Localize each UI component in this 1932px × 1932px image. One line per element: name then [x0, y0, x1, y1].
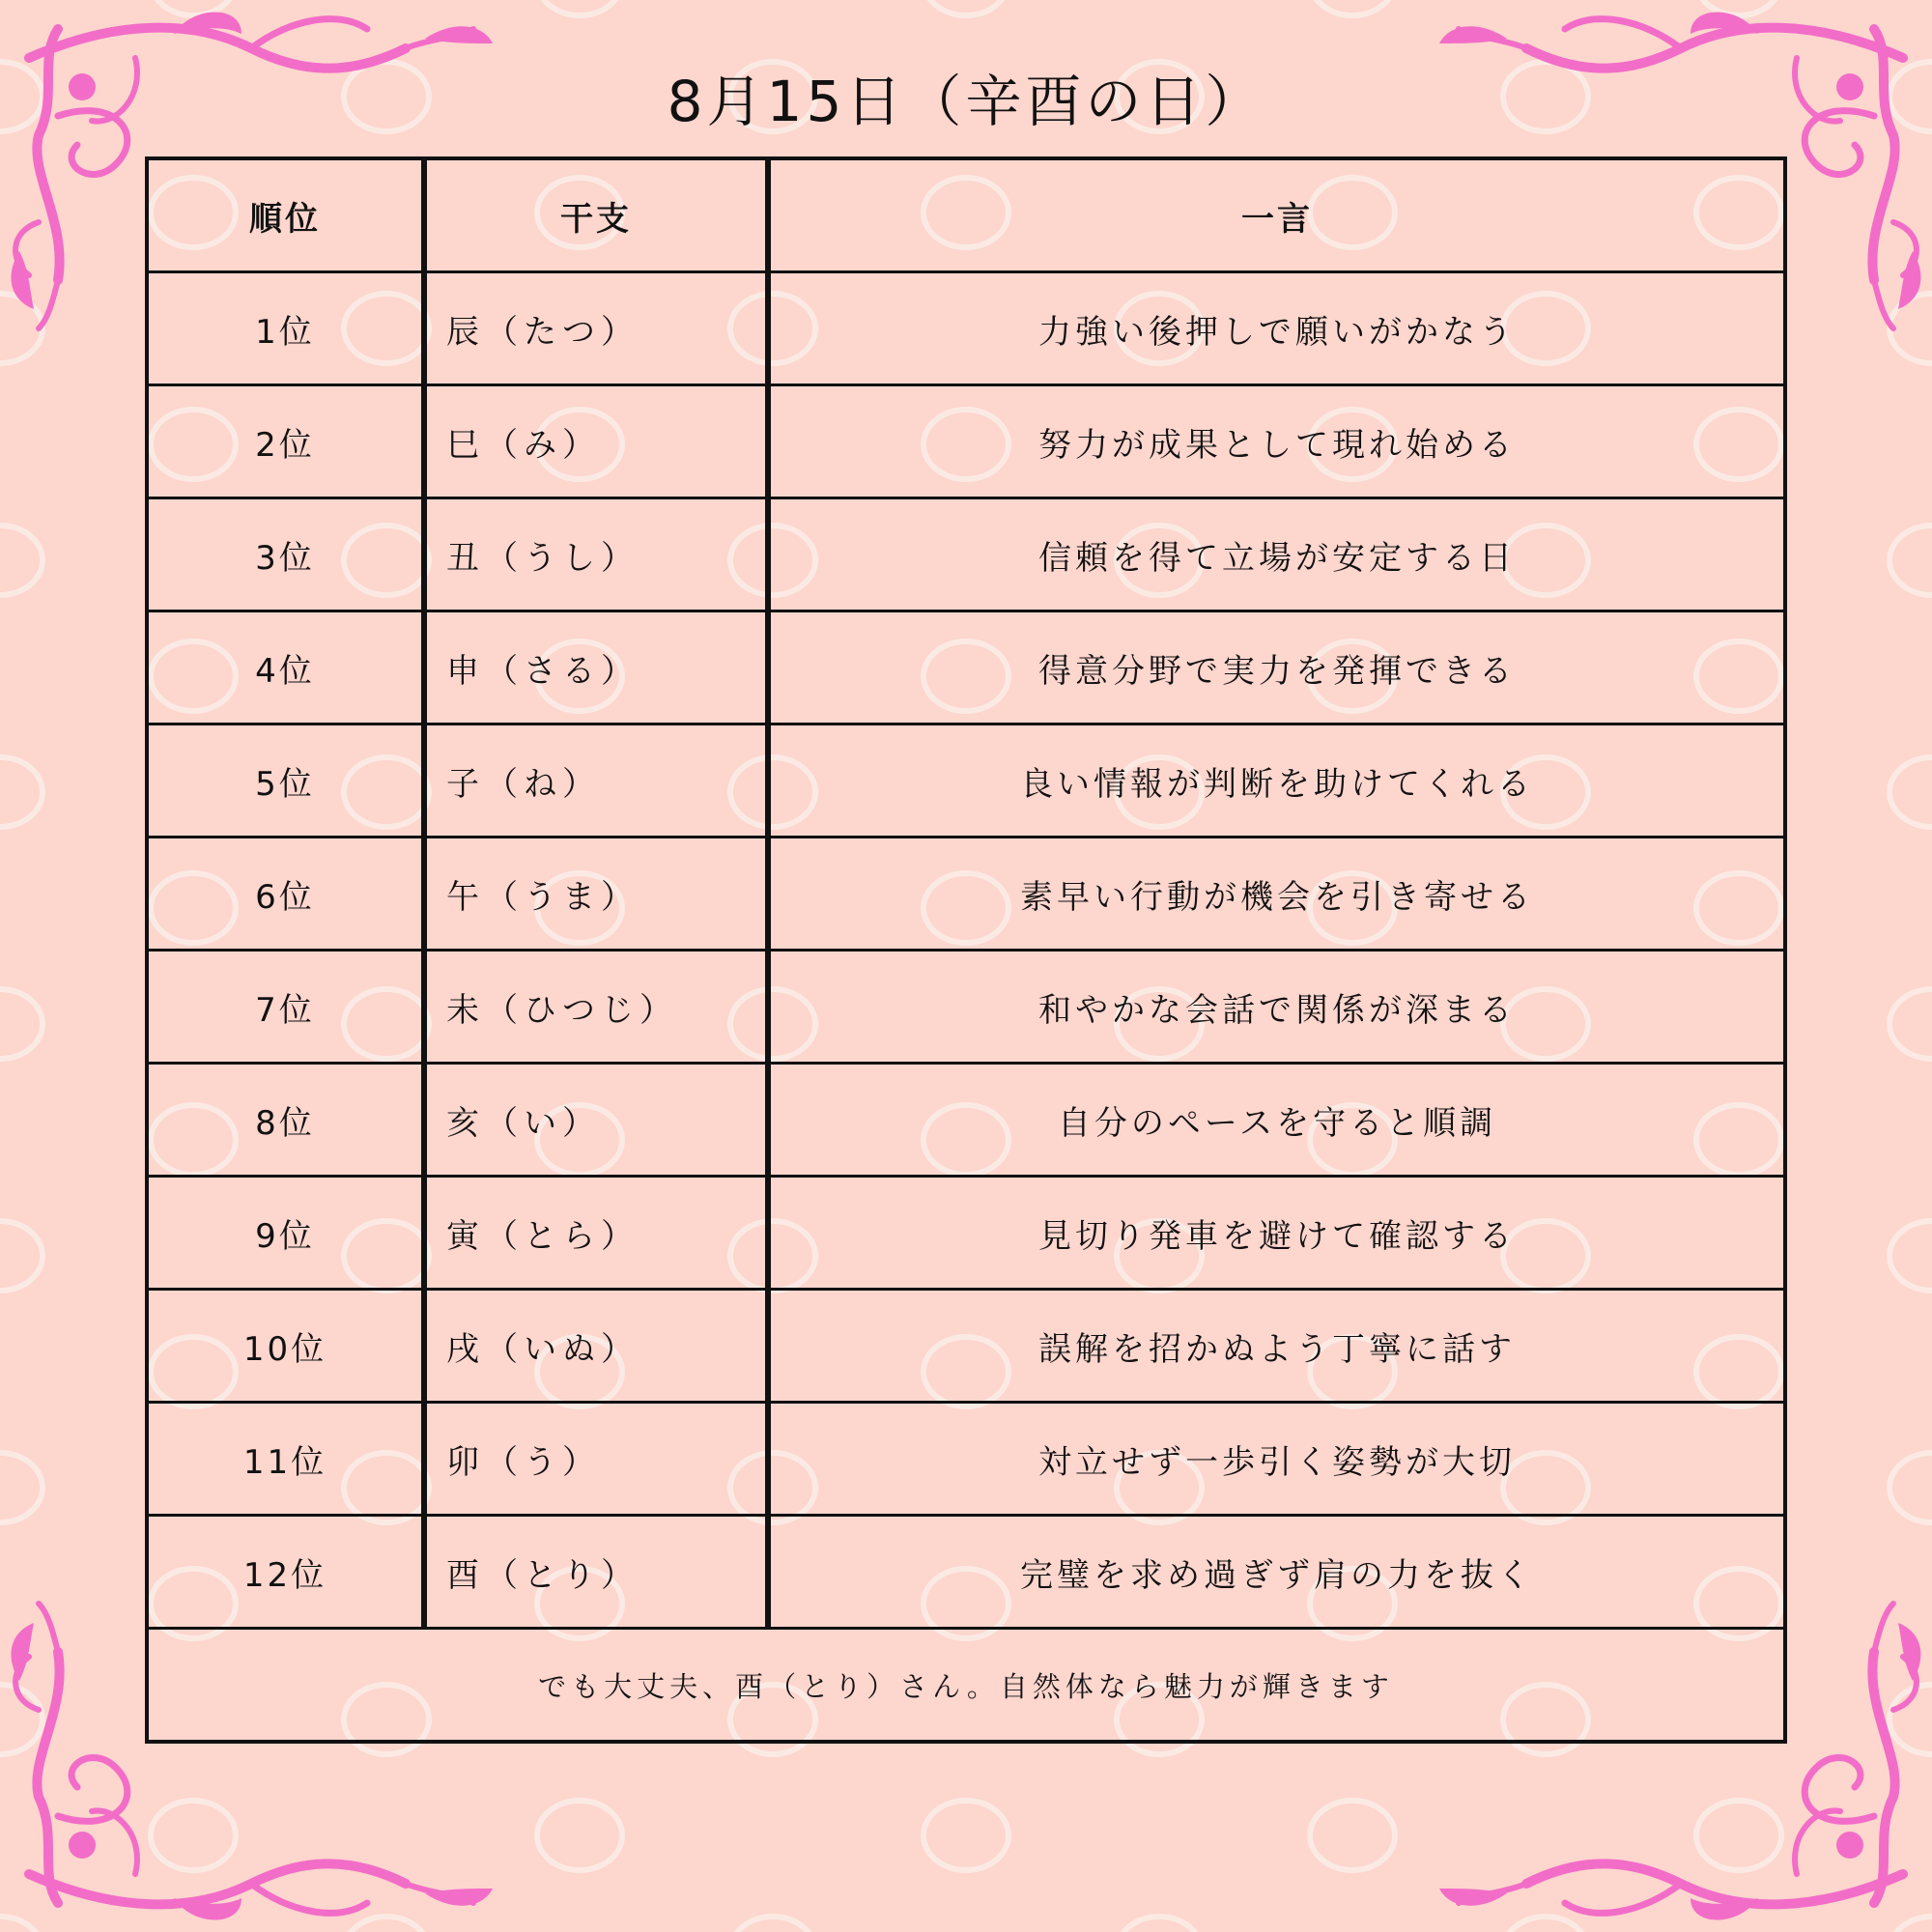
- table-row: [147, 1516, 1785, 1629]
- background-circle: [1889, 989, 1932, 1059]
- table-row: [147, 1177, 1785, 1290]
- table-row: [147, 611, 1785, 724]
- rank-cell: 6位: [147, 838, 424, 951]
- table-footer-row: [147, 1629, 1785, 1743]
- rank-cell: 3位: [147, 498, 424, 611]
- comment-cell: 見切り発車を避けて確認する: [768, 1177, 1785, 1290]
- zodiac-cell: 午（うま）: [424, 838, 768, 951]
- background-circle: [1310, 1801, 1395, 1870]
- background-circle: [537, 0, 622, 15]
- ranking-table: [145, 156, 1787, 1744]
- page-title: 8月15日（辛酉の日）: [667, 69, 1265, 134]
- header-zodiac: 干支: [424, 158, 768, 272]
- rank-cell: 10位: [147, 1290, 424, 1403]
- comment-cell: 信頼を得て立場が安定する日: [768, 498, 1785, 611]
- rank-cell: 7位: [147, 951, 424, 1064]
- comment-cell: 完璧を求め過ぎず肩の力を抜く: [768, 1516, 1785, 1629]
- table-row: [147, 272, 1785, 385]
- zodiac-cell: 未（ひつじ）: [424, 951, 768, 1064]
- zodiac-cell: 巳（み）: [424, 385, 768, 498]
- comment-cell: 得意分野で実力を発揮できる: [768, 611, 1785, 724]
- background-circle: [1889, 526, 1932, 595]
- background-circle: [537, 1801, 622, 1870]
- comment-cell: 対立せず一歩引く姿勢が大切: [768, 1403, 1785, 1516]
- rank-cell: 12位: [147, 1516, 424, 1629]
- rank-cell: 9位: [147, 1177, 424, 1290]
- background-circle: [923, 1801, 1009, 1870]
- background-circle: [0, 526, 43, 595]
- background-circle: [923, 0, 1009, 15]
- zodiac-cell: 酉（とり）: [424, 1516, 768, 1629]
- table-row: [147, 838, 1785, 951]
- comment-cell: 誤解を招かぬよう丁寧に話す: [768, 1290, 1785, 1403]
- comment-cell: 素早い行動が機会を引き寄せる: [768, 838, 1785, 951]
- zodiac-cell: 寅（とら）: [424, 1177, 768, 1290]
- background-circle: [1310, 0, 1395, 15]
- rank-cell: 2位: [147, 385, 424, 498]
- comment-cell: 力強い後押しで願いがかなう: [768, 272, 1785, 385]
- comment-cell: 努力が成果として現れ始める: [768, 385, 1785, 498]
- rank-cell: 8位: [147, 1064, 424, 1177]
- footer-message: でも大丈夫、酉（とり）さん。自然体なら魅力が輝きます: [147, 1629, 1785, 1743]
- table-header-row: [147, 158, 1785, 272]
- background-circle: [730, 1917, 815, 1932]
- background-circle: [0, 1221, 43, 1291]
- zodiac-cell: 辰（たつ）: [424, 272, 768, 385]
- comment-cell: 自分のペースを守ると順調: [768, 1064, 1785, 1177]
- rank-cell: 11位: [147, 1403, 424, 1516]
- zodiac-cell: 丑（うし）: [424, 498, 768, 611]
- header-comment: 一言: [768, 158, 1785, 272]
- zodiac-cell: 子（ね）: [424, 724, 768, 838]
- header-rank: 順位: [147, 158, 424, 272]
- zodiac-cell: 申（さる）: [424, 611, 768, 724]
- table-row: [147, 951, 1785, 1064]
- background-circle: [1889, 1221, 1932, 1291]
- comment-cell: 和やかな会話で関係が深まる: [768, 951, 1785, 1064]
- table-row: [147, 1064, 1785, 1177]
- background-circle: [0, 989, 43, 1059]
- background-circle: [1117, 1917, 1202, 1932]
- table-row: [147, 385, 1785, 498]
- zodiac-cell: 卯（う）: [424, 1403, 768, 1516]
- rank-cell: 4位: [147, 611, 424, 724]
- background-circle: [0, 757, 43, 827]
- zodiac-cell: 亥（い）: [424, 1064, 768, 1177]
- table-row: [147, 724, 1785, 838]
- zodiac-cell: 戌（いぬ）: [424, 1290, 768, 1403]
- table-row: [147, 498, 1785, 611]
- comment-cell: 良い情報が判断を助けてくれる: [768, 724, 1785, 838]
- rank-cell: 5位: [147, 724, 424, 838]
- table-row: [147, 1290, 1785, 1403]
- table-row: [147, 1403, 1785, 1516]
- background-circle: [1889, 757, 1932, 827]
- rank-cell: 1位: [147, 272, 424, 385]
